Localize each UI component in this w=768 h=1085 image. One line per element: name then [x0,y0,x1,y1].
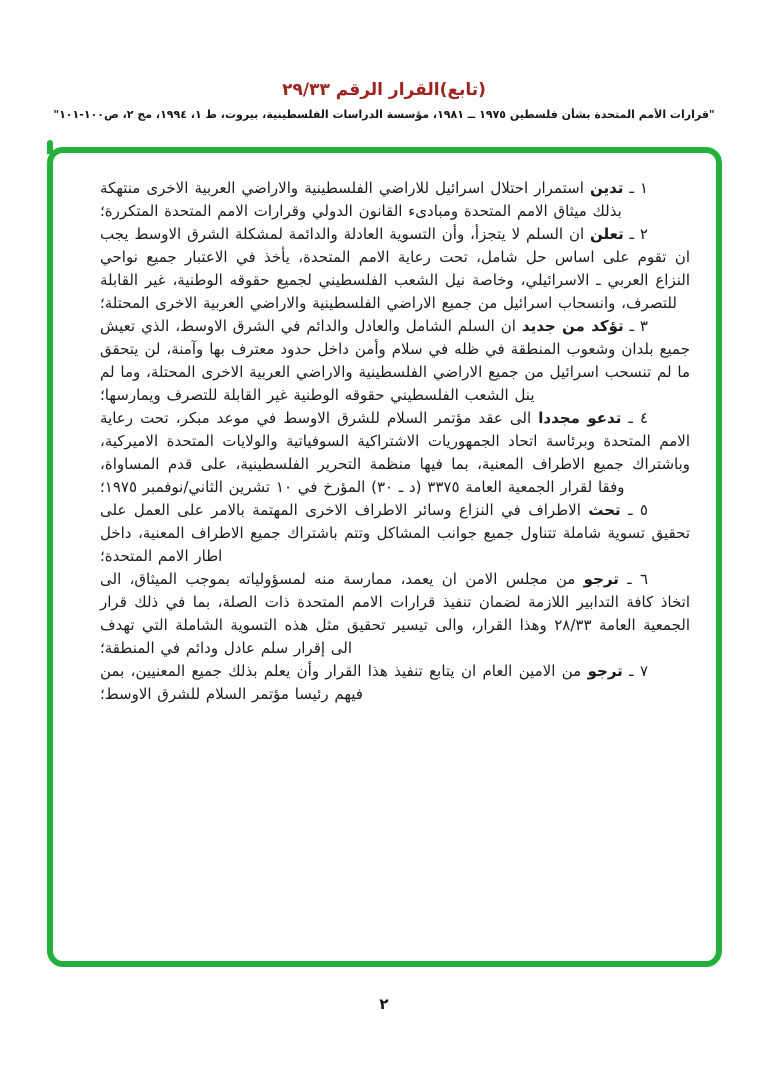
resolution-text-block [53,153,716,961]
resolution-paragraph-6 [100,568,690,660]
page-number: ٢ [379,995,389,1013]
paragraph-number: ٣ ـ [629,317,648,335]
resolution-paragraph-7 [100,660,690,706]
document-title: (تابع)القرار الرقم ٢٩/٣٣ [282,80,486,100]
paragraph-number: ٢ ـ [629,225,648,243]
paragraph-text: الى عقد مؤتمر السلام للشرق الاوسط في موعد مبكر، تحت رعاية الامم المتحدة وبرئاسة اتحاد الجمهوريات الاشتراكية السوفياتية والولايات المتحدة الاميركية، وباشتراك جميع الاطراف المعنية، بما فيها منظمة التحرير الفلسطينية، على قدم المساواة، وفقا لقرار الجمعية العامة ٣٣٧٥ (د ـ ٣٠) المؤرخ في ١٠ تشرين الثاني/نوفمبر ١٩٧٥؛ [100,409,690,496]
paragraph-number: ٤ ـ [628,409,648,427]
resolution-paragraph-5 [100,499,690,568]
paragraph-lead-verb: ترجو [583,570,619,588]
paragraph-text: ان السلم الشامل والعادل والدائم في الشرق الاوسط، الذي تعيش جميع بلدان وشعوب المنطقة في ظله في سلام وأمن داخل حدود معترف بها وآمنة، لن يتحقق ما لم تنسحب اسرائيل من جميع الاراضي الفلسطينية والاراضي العربية الاخرى المحتلة، وما لم ينل الشعب الفلسطيني حقوقه الوطنية غير القابلة للتصرف ويمارسها؛ [100,317,690,404]
resolution-paragraph-4 [100,407,690,499]
paragraph-lead-verb: تعلن [590,225,624,243]
paragraph-number: ٧ ـ [629,662,648,680]
paragraph-number: ١ ـ [629,179,648,197]
resolution-paragraph-1 [100,177,690,223]
resolution-paragraph-3 [100,315,690,407]
paragraph-text: استمرار احتلال اسرائيل للاراضي الفلسطينية والاراضي العربية الاخرى منتهكة بذلك ميثاق الامم المتحدة ومبادىء القانون الدولي وقرارات الامم المتحدة المتكررة؛ [100,179,622,220]
resolution-paragraph-2 [100,223,690,315]
paragraph-lead-verb: تؤكد من جديد [521,317,624,335]
paragraph-number: ٦ ـ [627,570,648,588]
paragraph-lead-verb: ترجو [587,662,623,680]
paragraph-lead-verb: تدعو مجددا [538,409,622,427]
paragraph-text: من الامين العام ان يتابع تنفيذ هذا القرار وأن يعلم بذلك جميع المعنيين، بمن فيهم رئيسا مؤتمر السلام للشرق الاوسط؛ [100,662,582,703]
paragraph-text: ان السلم لا يتجزأ، وأن التسوية العادلة والدائمة لمشكلة الشرق الاوسط يجب ان تقوم على اساس حل شامل، تحت رعاية الامم المتحدة، يأخذ في الاعتبار جميع نواحي النزاع العربي ـ الاسرائيلي، وخاصة نيل الشعب الفلسطيني لجميع حقوقه الوطنية، غير القابلة للتصرف، وانسحاب اسرائيل من جميع الاراضي الفلسطينية والاراضي العربية الاخرى المحتلة؛ [100,225,690,312]
paragraph-lead-verb: تدين [589,179,624,197]
paragraph-number: ٥ ـ [628,501,648,519]
paragraph-text: من مجلس الامن ان يعمد، ممارسة منه لمسؤولياته بموجب الميثاق، الى اتخاذ كافة التدابير اللازمة لضمان تنفيذ قرارات الامم المتحدة ذات الصلة، بما في ذلك قرار الجمعية العامة ٢٨/٣٣ وهذا القرار، والى تيسير تحقيق مثل هذه التسوية الشاملة التي تهدف الى إقرار سلم عادل ودائم في المنطقة؛ [100,570,690,657]
paragraph-lead-verb: تحث [588,501,621,519]
paragraph-text: الاطراف في النزاع وسائر الاطراف الاخرى المهتمة بالامر على العمل على تحقيق تسوية شاملة تتناول جميع جوانب المشاكل وتتم باشتراك جميع الاطراف المعنية، داخل اطار الامم المتحدة؛ [100,501,690,565]
document-source-citation: "قرارات الأمم المتحدة بشأن فلسطين ١٩٧٥ ــ ١٩٨١، مؤسسة الدراسات الفلسطينية، بيروت، ط ١، ١٩٩٤، مج ٢، ص١٠٠-١٠١" [53,108,715,121]
